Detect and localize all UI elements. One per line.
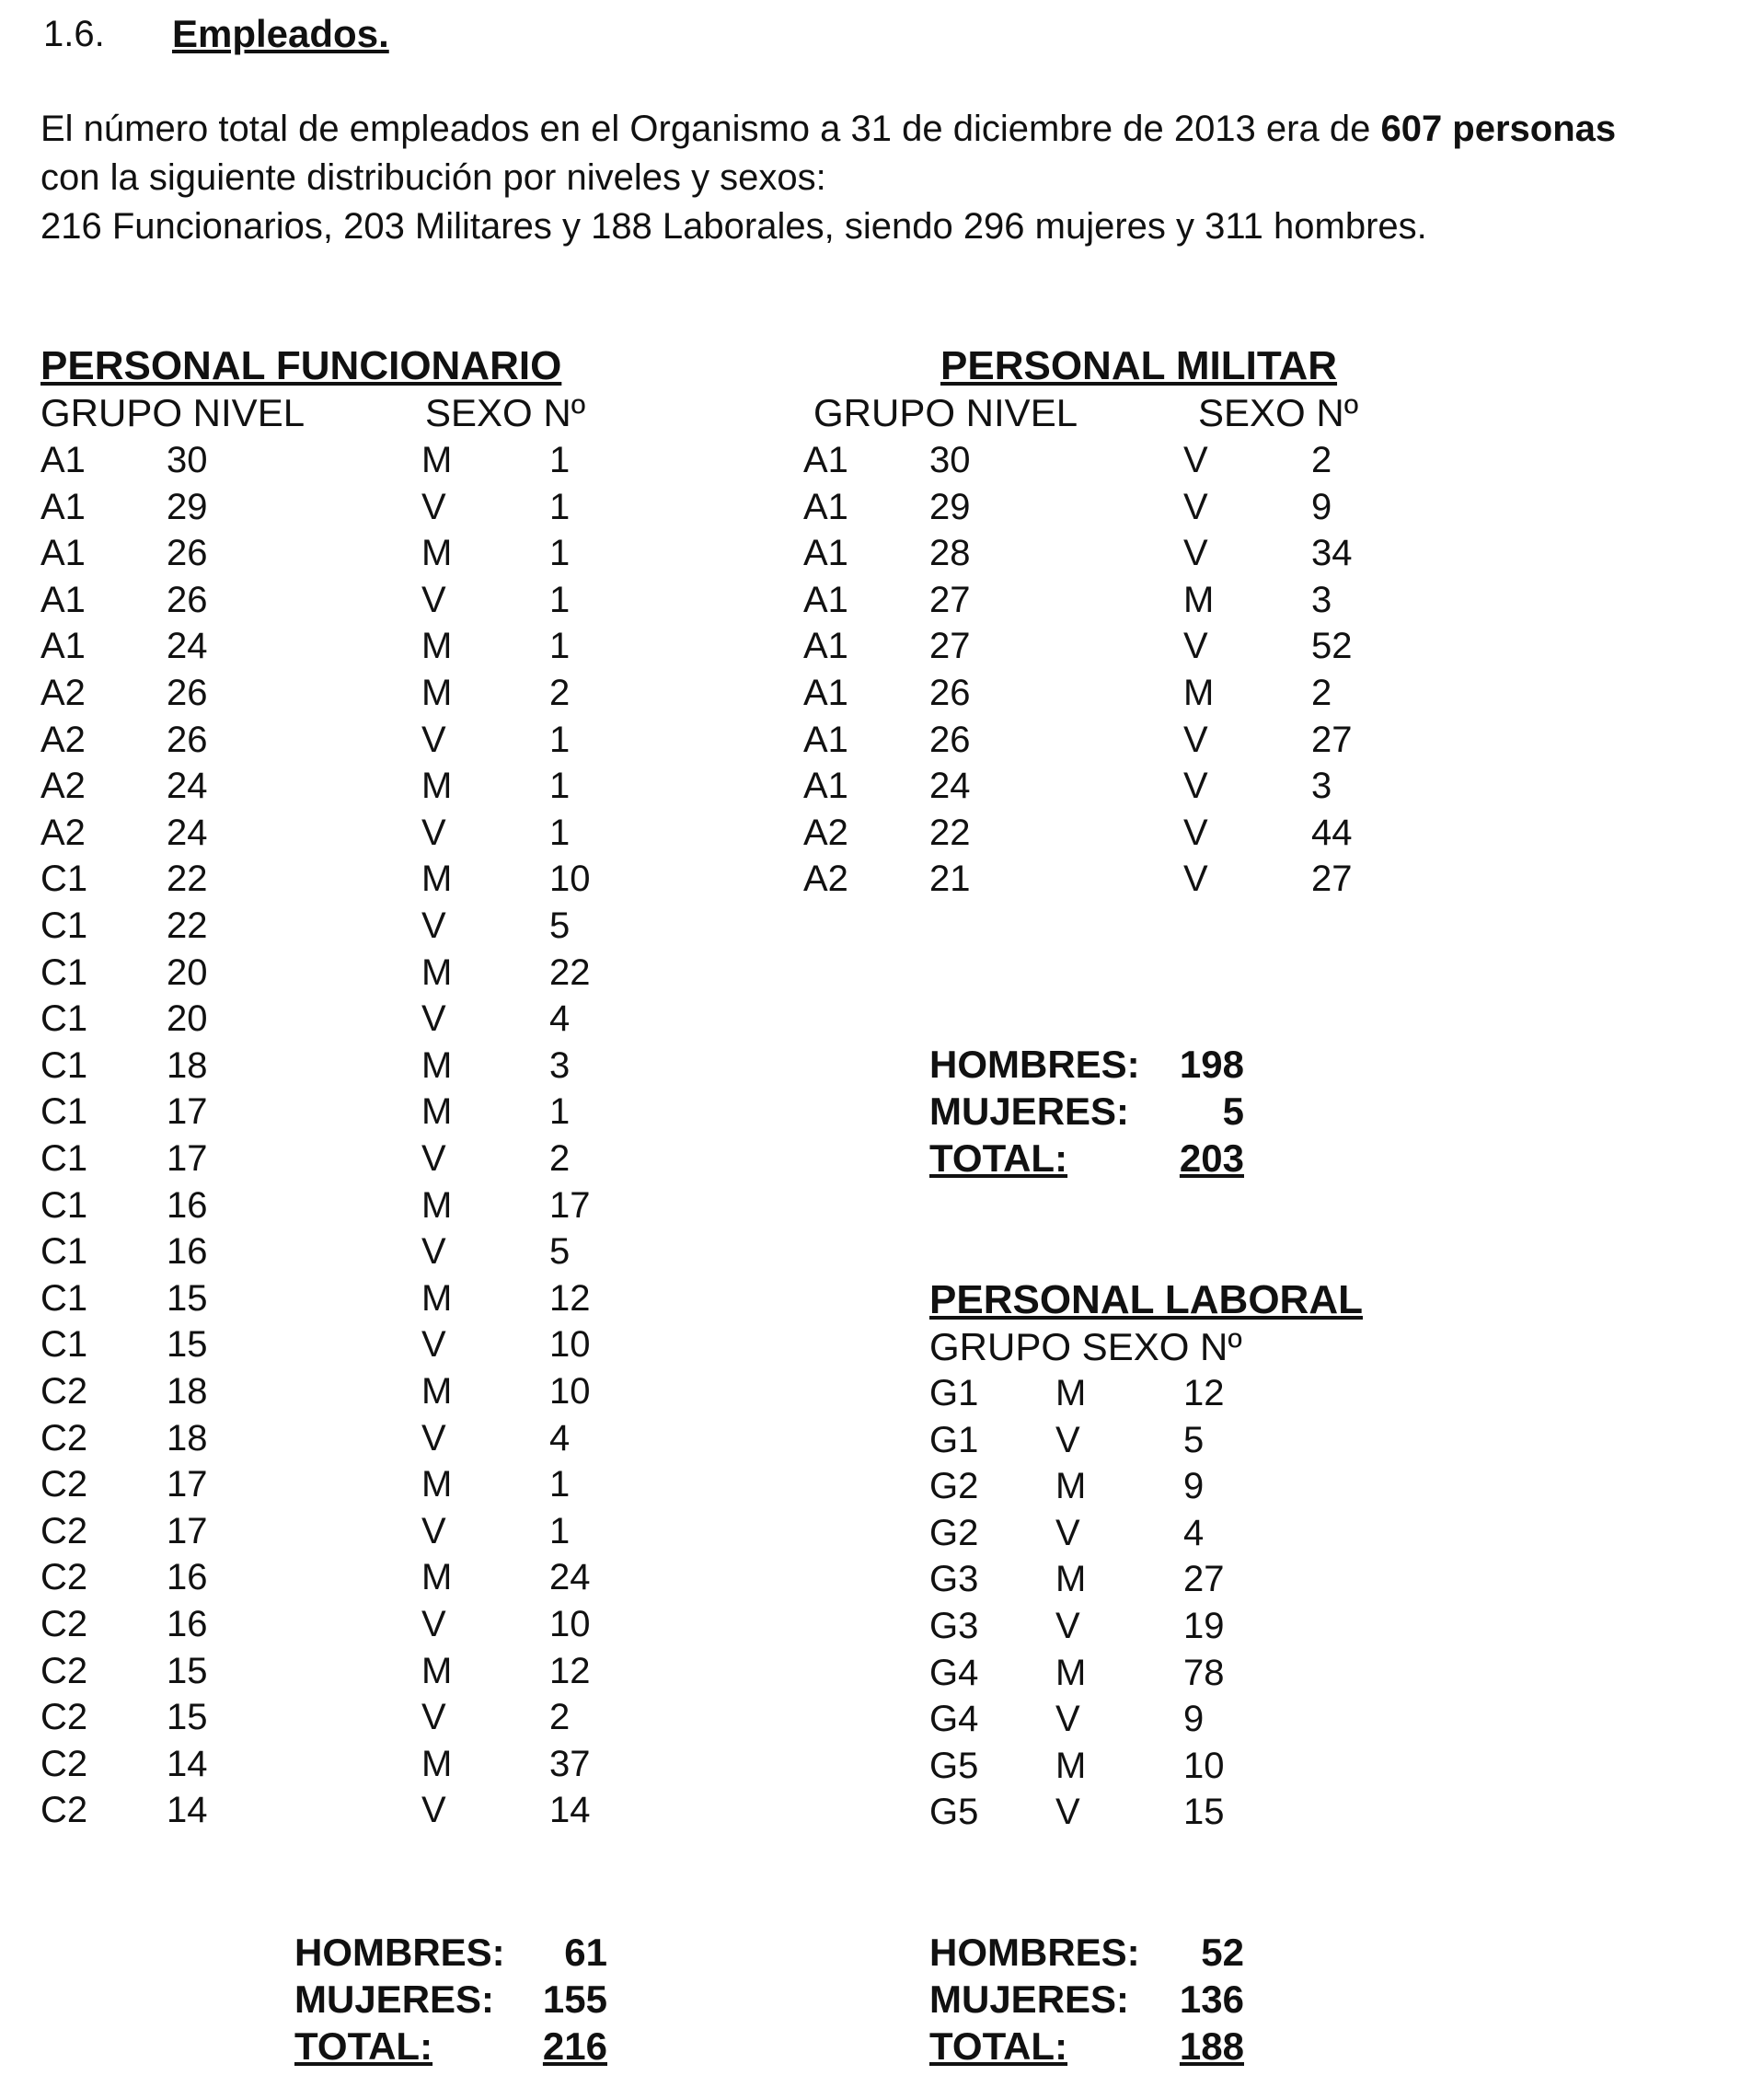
funcionario-nivel: 22 <box>167 905 208 946</box>
funcionario-sexo: M <box>421 1650 453 1691</box>
funcionario-mujeres-label: MUJERES: <box>294 1977 495 2021</box>
laboral-grupo: G4 <box>929 1652 979 1693</box>
militar-grupo: A2 <box>803 859 848 900</box>
funcionario-nivel: 16 <box>167 1604 208 1644</box>
funcionario-numero: 5 <box>549 1231 571 1273</box>
intro-total-persons: 607 personas <box>1380 109 1617 149</box>
funcionario-nivel: 24 <box>167 812 208 853</box>
funcionario-sexo: M <box>421 1091 453 1133</box>
funcionario-totals <box>294 1931 607 2078</box>
laboral-mujeres-label: MUJERES: <box>929 1977 1130 2021</box>
funcionario-numero: 17 <box>549 1184 591 1226</box>
intro-line-1 <box>40 109 1616 150</box>
funcionario-grupo: C2 <box>40 1790 88 1831</box>
funcionario-nivel: 15 <box>167 1324 208 1366</box>
laboral-numero: 9 <box>1183 1699 1205 1740</box>
laboral-numero: 27 <box>1183 1559 1225 1600</box>
funcionario-sexo: V <box>421 1697 446 1738</box>
funcionario-numero: 2 <box>549 1697 571 1738</box>
funcionario-numero: 12 <box>549 1277 591 1319</box>
militar-sexo: V <box>1183 440 1208 480</box>
funcionario-nivel: 16 <box>167 1231 208 1273</box>
funcionario-numero: 1 <box>549 1091 571 1133</box>
laboral-sexo: M <box>1055 1466 1087 1507</box>
laboral-numero: 15 <box>1183 1792 1225 1833</box>
laboral-sexo: M <box>1055 1559 1087 1600</box>
funcionario-nivel: 18 <box>167 1044 208 1086</box>
funcionario-nivel: 26 <box>167 719 208 760</box>
funcionario-sexo: V <box>421 1790 446 1831</box>
militar-sexo: M <box>1183 673 1215 713</box>
funcionario-grupo: C1 <box>40 1044 88 1086</box>
funcionario-numero: 10 <box>549 1324 591 1366</box>
funcionario-nivel: 15 <box>167 1277 208 1319</box>
militar-grupo: A1 <box>803 579 848 620</box>
militar-header-sexo-n: SEXO Nº <box>1198 391 1359 434</box>
funcionario-title: PERSONAL FUNCIONARIO <box>40 343 562 388</box>
funcionario-sexo: V <box>421 1138 446 1179</box>
militar-grupo: A1 <box>803 766 848 807</box>
militar-sexo: V <box>1183 533 1208 574</box>
funcionario-grupo: C1 <box>40 1324 88 1366</box>
funcionario-total-value: 216 <box>542 2024 607 2068</box>
militar-grupo: A1 <box>803 533 848 574</box>
militar-totals <box>929 1043 1244 1190</box>
funcionario-grupo: C1 <box>40 1184 88 1226</box>
laboral-hombres-label: HOMBRES: <box>929 1931 1140 1974</box>
laboral-grupo: G1 <box>929 1373 979 1413</box>
funcionario-nivel: 16 <box>167 1557 208 1598</box>
funcionario-sexo: V <box>421 905 446 946</box>
funcionario-numero: 14 <box>549 1790 591 1831</box>
funcionario-mujeres-value: 155 <box>542 1977 607 2021</box>
laboral-numero: 12 <box>1183 1373 1225 1413</box>
funcionario-grupo: C2 <box>40 1604 88 1644</box>
funcionario-sexo: M <box>421 1184 453 1226</box>
funcionario-grupo: C1 <box>40 905 88 946</box>
militar-hombres-label: HOMBRES: <box>929 1043 1140 1086</box>
laboral-sexo: V <box>1055 1699 1080 1740</box>
militar-numero: 3 <box>1311 766 1332 807</box>
militar-nivel: 24 <box>929 766 971 807</box>
funcionario-numero: 1 <box>549 1464 571 1505</box>
funcionario-header-sexo-n: SEXO Nº <box>425 391 586 434</box>
militar-hombres-value: 198 <box>1179 1043 1244 1086</box>
funcionario-grupo: C2 <box>40 1697 88 1738</box>
funcionario-grupo: C2 <box>40 1464 88 1505</box>
funcionario-grupo: C1 <box>40 998 88 1040</box>
funcionario-nivel: 26 <box>167 673 208 713</box>
funcionario-sexo: V <box>421 1510 446 1551</box>
militar-nivel: 29 <box>929 486 971 527</box>
funcionario-numero: 1 <box>549 533 571 574</box>
militar-numero: 27 <box>1311 859 1353 900</box>
funcionario-numero: 1 <box>549 719 571 760</box>
funcionario-sexo: V <box>421 1231 446 1273</box>
militar-numero: 44 <box>1311 812 1353 853</box>
laboral-sexo: M <box>1055 1652 1087 1693</box>
laboral-numero: 10 <box>1183 1745 1225 1786</box>
laboral-grupo: G4 <box>929 1699 979 1740</box>
funcionario-numero: 1 <box>549 812 571 853</box>
militar-numero: 2 <box>1311 673 1332 713</box>
laboral-numero: 5 <box>1183 1419 1205 1460</box>
funcionario-numero: 4 <box>549 998 571 1040</box>
funcionario-sexo: M <box>421 626 453 667</box>
funcionario-total-label: TOTAL: <box>294 2024 433 2068</box>
funcionario-sexo: M <box>421 673 453 713</box>
laboral-grupo: G3 <box>929 1606 979 1646</box>
laboral-sexo: M <box>1055 1373 1087 1413</box>
funcionario-nivel: 15 <box>167 1697 208 1738</box>
funcionario-sexo: V <box>421 1417 446 1459</box>
laboral-sexo: V <box>1055 1512 1080 1553</box>
laboral-sexo: V <box>1055 1792 1080 1833</box>
funcionario-nivel: 18 <box>167 1371 208 1412</box>
funcionario-numero: 2 <box>549 1138 571 1179</box>
funcionario-numero: 10 <box>549 1604 591 1644</box>
laboral-numero: 4 <box>1183 1512 1205 1553</box>
militar-nivel: 27 <box>929 626 971 667</box>
funcionario-grupo: A2 <box>40 812 86 853</box>
intro-line-2: con la siguiente distribución por niveles y sexos: <box>40 157 826 198</box>
funcionario-sexo: M <box>421 1557 453 1598</box>
funcionario-header-grupo-nivel: GRUPO NIVEL <box>40 391 306 434</box>
funcionario-nivel: 16 <box>167 1184 208 1226</box>
funcionario-sexo: V <box>421 998 446 1040</box>
laboral-title: PERSONAL LABORAL <box>929 1277 1363 1322</box>
funcionario-nivel: 17 <box>167 1510 208 1551</box>
militar-numero: 34 <box>1311 533 1353 574</box>
laboral-grupo: G5 <box>929 1792 979 1833</box>
funcionario-numero: 22 <box>549 951 591 993</box>
intro-line-1-text: El número total de empleados en el Organismo a 31 de diciembre de 2013 era de <box>40 109 1381 149</box>
militar-grupo: A2 <box>803 812 848 853</box>
funcionario-sexo: V <box>421 719 446 760</box>
laboral-mujeres-value: 136 <box>1179 1977 1244 2021</box>
funcionario-nivel: 20 <box>167 998 208 1040</box>
laboral-grupo: G2 <box>929 1512 979 1553</box>
funcionario-nivel: 17 <box>167 1464 208 1505</box>
funcionario-numero: 1 <box>549 486 571 527</box>
militar-grupo: A1 <box>803 673 848 713</box>
laboral-sexo: V <box>1055 1419 1080 1460</box>
funcionario-grupo: C1 <box>40 1091 88 1133</box>
funcionario-grupo: C1 <box>40 859 88 900</box>
funcionario-grupo: C1 <box>40 951 88 993</box>
funcionario-grupo: A1 <box>40 486 86 527</box>
funcionario-numero: 10 <box>549 1371 591 1412</box>
funcionario-sexo: M <box>421 766 453 807</box>
funcionario-numero: 1 <box>549 766 571 807</box>
funcionario-nivel: 17 <box>167 1091 208 1133</box>
funcionario-grupo: A2 <box>40 766 86 807</box>
laboral-total-label: TOTAL: <box>929 2024 1068 2068</box>
militar-numero: 3 <box>1311 579 1332 620</box>
funcionario-numero: 3 <box>549 1044 571 1086</box>
funcionario-sexo: M <box>421 1277 453 1319</box>
militar-nivel: 26 <box>929 719 971 760</box>
laboral-grupo: G1 <box>929 1419 979 1460</box>
funcionario-grupo: C2 <box>40 1371 88 1412</box>
funcionario-nivel: 26 <box>167 579 208 620</box>
funcionario-grupo: C2 <box>40 1417 88 1459</box>
funcionario-nivel: 20 <box>167 951 208 993</box>
laboral-totals <box>929 1931 1244 2078</box>
militar-sexo: V <box>1183 486 1208 527</box>
funcionario-grupo: C1 <box>40 1231 88 1273</box>
laboral-numero: 19 <box>1183 1606 1225 1646</box>
militar-nivel: 27 <box>929 579 971 620</box>
funcionario-grupo: C2 <box>40 1557 88 1598</box>
funcionario-sexo: V <box>421 579 446 620</box>
funcionario-nivel: 29 <box>167 486 208 527</box>
militar-nivel: 30 <box>929 440 971 480</box>
funcionario-sexo: V <box>421 1324 446 1366</box>
laboral-sexo: V <box>1055 1606 1080 1646</box>
militar-sexo: V <box>1183 626 1208 667</box>
militar-mujeres-value: 5 <box>1222 1090 1244 1133</box>
militar-nivel: 21 <box>929 859 971 900</box>
laboral-grupo: G2 <box>929 1466 979 1507</box>
militar-numero: 52 <box>1311 626 1353 667</box>
funcionario-numero: 4 <box>549 1417 571 1459</box>
funcionario-grupo: C2 <box>40 1743 88 1784</box>
militar-nivel: 22 <box>929 812 971 853</box>
militar-grupo: A1 <box>803 626 848 667</box>
funcionario-nivel: 17 <box>167 1138 208 1179</box>
funcionario-sexo: M <box>421 1743 453 1784</box>
funcionario-numero: 1 <box>549 626 571 667</box>
funcionario-sexo: M <box>421 1464 453 1505</box>
funcionario-numero: 2 <box>549 673 571 713</box>
funcionario-nivel: 24 <box>167 626 208 667</box>
militar-sexo: V <box>1183 766 1208 807</box>
militar-grupo: A1 <box>803 486 848 527</box>
laboral-grupo: G3 <box>929 1559 979 1600</box>
militar-grupo: A1 <box>803 719 848 760</box>
funcionario-nivel: 22 <box>167 859 208 900</box>
funcionario-nivel: 24 <box>167 766 208 807</box>
militar-total-label: TOTAL: <box>929 1136 1068 1180</box>
militar-nivel: 26 <box>929 673 971 713</box>
funcionario-grupo: C2 <box>40 1510 88 1551</box>
funcionario-grupo: A1 <box>40 579 86 620</box>
funcionario-nivel: 18 <box>167 1417 208 1459</box>
funcionario-sexo: M <box>421 859 453 900</box>
militar-mujeres-label: MUJERES: <box>929 1090 1130 1133</box>
funcionario-sexo: V <box>421 1604 446 1644</box>
funcionario-grupo: A1 <box>40 533 86 574</box>
laboral-numero: 9 <box>1183 1466 1205 1507</box>
funcionario-sexo: V <box>421 486 446 527</box>
funcionario-nivel: 15 <box>167 1650 208 1691</box>
funcionario-sexo: M <box>421 1371 453 1412</box>
militar-title: PERSONAL MILITAR <box>940 343 1338 388</box>
laboral-header-grupo-sexo-n: GRUPO SEXO Nº <box>929 1325 1242 1368</box>
militar-sexo: V <box>1183 859 1208 900</box>
laboral-sexo: M <box>1055 1745 1087 1786</box>
militar-sexo: V <box>1183 719 1208 760</box>
funcionario-nivel: 14 <box>167 1743 208 1784</box>
laboral-hombres-value: 52 <box>1201 1931 1244 1974</box>
funcionario-grupo: C2 <box>40 1650 88 1691</box>
laboral-total-value: 188 <box>1179 2024 1244 2068</box>
funcionario-numero: 5 <box>549 905 571 946</box>
section-title: Empleados. <box>172 12 389 55</box>
funcionario-sexo: M <box>421 533 453 574</box>
funcionario-numero: 1 <box>549 440 571 480</box>
militar-grupo: A1 <box>803 440 848 480</box>
funcionario-grupo: C1 <box>40 1277 88 1319</box>
funcionario-grupo: A2 <box>40 673 86 713</box>
laboral-numero: 78 <box>1183 1652 1225 1693</box>
funcionario-numero: 24 <box>549 1557 591 1598</box>
funcionario-numero: 12 <box>549 1650 591 1691</box>
militar-nivel: 28 <box>929 533 971 574</box>
intro-line-3: 216 Funcionarios, 203 Militares y 188 Laborales, siendo 296 mujeres y 311 hombres. <box>40 206 1427 247</box>
funcionario-grupo: A2 <box>40 719 86 760</box>
funcionario-sexo: M <box>421 1044 453 1086</box>
funcionario-numero: 1 <box>549 1510 571 1551</box>
funcionario-numero: 10 <box>549 859 591 900</box>
funcionario-sexo: M <box>421 440 453 480</box>
section-number: 1.6. <box>43 14 105 54</box>
funcionario-hombres-value: 61 <box>564 1931 607 1974</box>
funcionario-nivel: 26 <box>167 533 208 574</box>
militar-header-grupo-nivel: GRUPO NIVEL <box>813 391 1078 434</box>
militar-numero: 2 <box>1311 440 1332 480</box>
funcionario-nivel: 14 <box>167 1790 208 1831</box>
funcionario-numero: 1 <box>549 579 571 620</box>
funcionario-nivel: 30 <box>167 440 208 480</box>
militar-sexo: V <box>1183 812 1208 853</box>
funcionario-grupo: C1 <box>40 1138 88 1179</box>
funcionario-grupo: A1 <box>40 440 86 480</box>
militar-sexo: M <box>1183 579 1215 620</box>
militar-total-value: 203 <box>1179 1136 1244 1180</box>
funcionario-hombres-label: HOMBRES: <box>294 1931 505 1974</box>
funcionario-sexo: M <box>421 951 453 993</box>
militar-numero: 9 <box>1311 486 1332 527</box>
militar-numero: 27 <box>1311 719 1353 760</box>
laboral-grupo: G5 <box>929 1745 979 1786</box>
funcionario-numero: 37 <box>549 1743 591 1784</box>
funcionario-grupo: A1 <box>40 626 86 667</box>
funcionario-sexo: V <box>421 812 446 853</box>
